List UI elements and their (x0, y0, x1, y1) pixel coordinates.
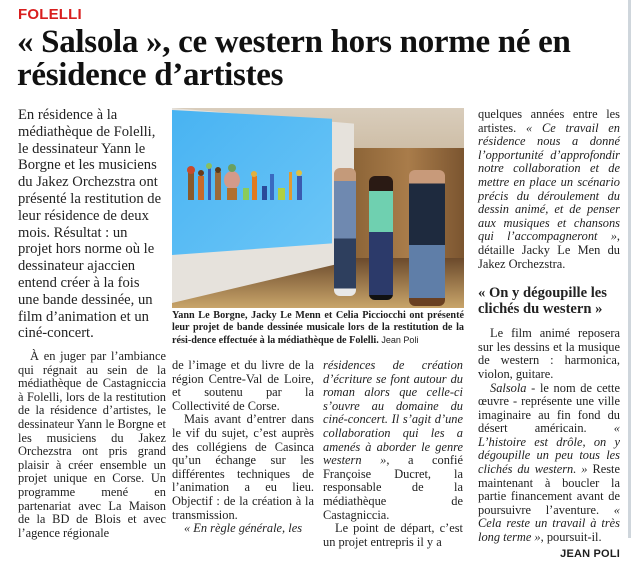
cartoon-characters-illustration (186, 162, 316, 204)
attribution: , a confié Françoise Ducret, la responsable de la médiathèque de Castagniccia. (323, 453, 463, 522)
body-paragraph: À en juger par l’ambiance qui régnait au sein de la médiathèque de Castagniccia à Folelli, lors de la restitution de la résidence d’artistes, le dessinateur Yann le Borgne et les musiciens du Jakez Orchezstra ont pris grand plaisir à créer ensemble un projet unique en Corse. Un programme mené en partenariat avec La Maison de la BD de Blois et avec l’agence régionale (18, 349, 166, 540)
body-paragraph: Mais avant d’entrer dans le vif du sujet, c’est auprès des collégiens de Casinca qu’un échange sur les différentes techniques de l’animation a eu lieu. Objectif : de la création à la transmission. (172, 412, 314, 522)
body-paragraph (172, 522, 314, 536)
body-paragraph: Le film animé reposera sur les dessins et la musique de western : harmonica, violon, guitare. (478, 326, 620, 381)
quote: « Ce travail en résidence nous a donné l’opportunité d’approfondir notre collaboration et de mettre en place un scénario précis du déroulement du dessin animé, et de penser aux musiques et chansons qui l’accompagneront » (478, 120, 620, 244)
lead-paragraph: En résidence à la médiathèque de Folelli, le dessinateur Yann le Borgne et les musiciens du Jakez Orchezstra ont présenté la restitution de leur résidence de deux mois. Résultat : un projet hors norme où le dessinateur ajaccien entend créer à la fois une bande dessinée, un film d’animation et un ciné-concert. (18, 107, 162, 342)
person-celia-picciocchi (369, 176, 393, 300)
projection-screen (172, 110, 332, 255)
quote: « L’histoire est drôle, on y dégoupille un peu tous les clichés du western. » (478, 421, 620, 477)
quote: « Cela reste un travail à très long terme » (478, 502, 620, 545)
person-yann-le-borgne (334, 168, 356, 296)
text: quelques années entre les artistes. (478, 107, 620, 135)
section-kicker: FOLELLI (18, 6, 82, 23)
body-paragraph (478, 108, 620, 271)
text: , poursuit-il. (540, 530, 602, 545)
text: Reste maintenant à boucler la partie financement avant de poursuivre l’aventure. (478, 462, 620, 517)
body-paragraph: de l’image et du livre de la région Centre-Val de Loire, et soutenu par la Collectivité de Corse. (172, 358, 314, 413)
quote: « En règle générale, les (184, 521, 303, 536)
body-paragraph: Le point de départ, c’est un projet entrepris il y a (323, 521, 463, 549)
body-column-4 (478, 108, 620, 561)
headline: « Salsola », ce western hors norme né en résidence d’artistes (17, 24, 571, 93)
text: - le nom de cette œuvre - représente une ville imaginaire au fin fond du désert américain. (478, 380, 620, 436)
body-column-1 (18, 350, 166, 540)
work-title: Salsola (490, 380, 527, 395)
body-paragraph (478, 382, 620, 545)
photo-caption-text: Yann Le Borgne, Jacky Le Menn et Celia Picciocchi ont présenté leur projet de bande dessinée musicale lors de la restitution de la rési-dence effectuée à la médiathèque de Folelli. (172, 310, 464, 347)
attribution: , détaille Jacky Le Men du Jakez Orchezstra. (478, 229, 620, 271)
body-column-3 (323, 359, 463, 549)
author-signature: JEAN POLI (560, 547, 620, 560)
photo-credit: Jean Poli (381, 335, 419, 346)
person-jacky-le-menn (409, 170, 445, 306)
body-paragraph (323, 359, 463, 522)
body-column-2 (172, 359, 314, 536)
article-photo (172, 108, 464, 308)
photo-caption (172, 310, 464, 348)
quote: résidences de création d’écriture se font autour du roman alors que celle-ci s’ouvre au domaine du ciné-concert. Il s’agit d’une collaboration qui les a amenés à aborder le genre western » (323, 358, 463, 468)
subheading: « On y dégoupille les clichés du western » (478, 285, 607, 318)
